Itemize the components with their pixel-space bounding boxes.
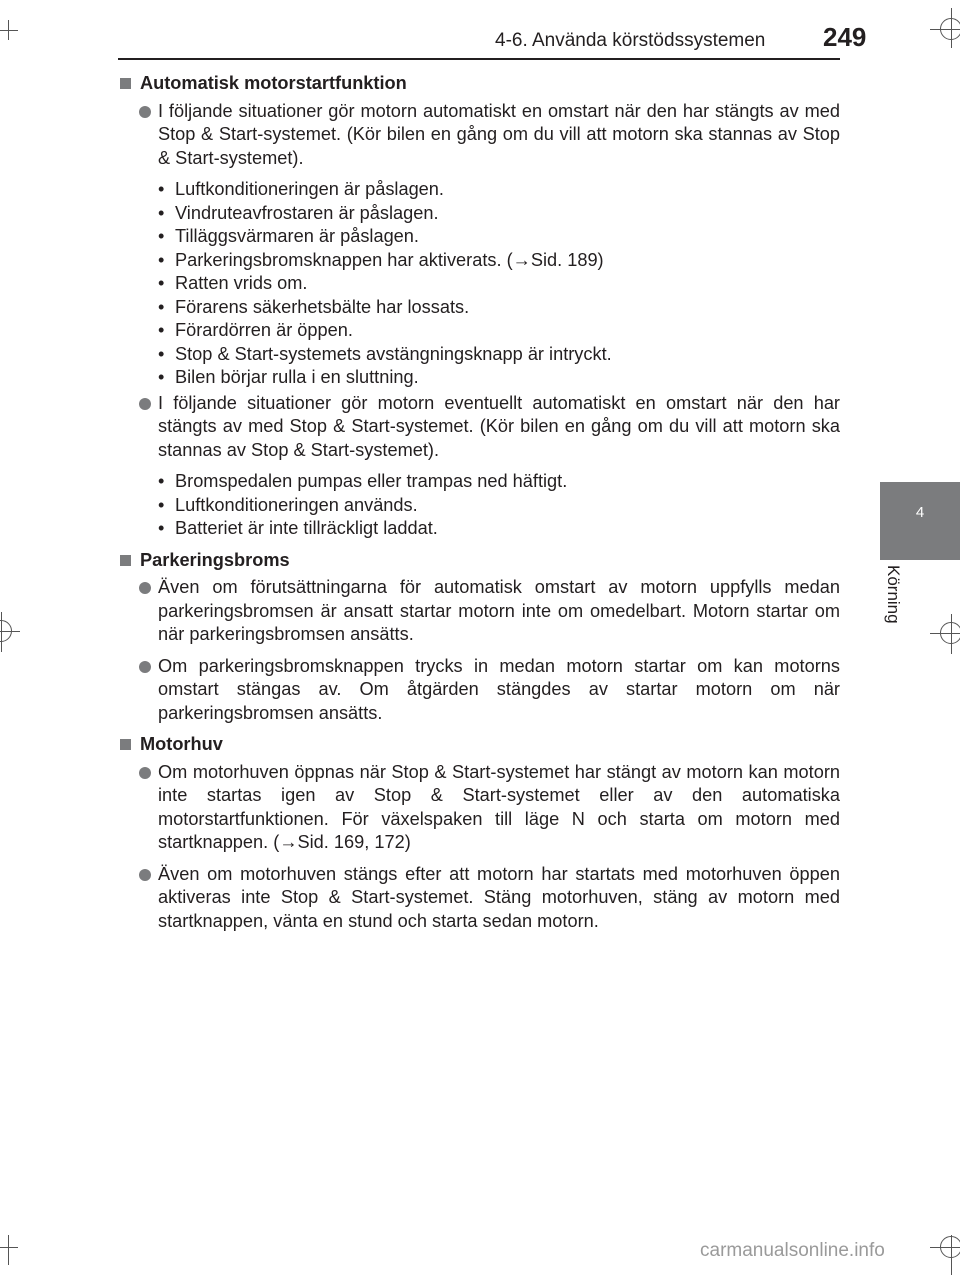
- list-item: • Bromspedalen pumpas eller trampas ned häftigt.: [158, 471, 568, 491]
- square-bullet-icon: [120, 555, 131, 566]
- list-item: • Vindruteavfrostaren är påslagen.: [158, 202, 439, 223]
- paragraph: Även om förutsättningarna för automatisk omstart av motorn uppfylls medan parkeringsbromsen är ansatt startar motorn inte om omedelbart. Motorn startar om när parkeringsbromsen ansätts.: [118, 576, 840, 647]
- list-item: • Ratten vrids om.: [158, 273, 308, 293]
- circle-bullet-icon: [139, 767, 151, 779]
- list-item: • Bilen börjar rulla i en sluttning.: [158, 367, 419, 387]
- circle-bullet-icon: [139, 398, 151, 410]
- main-content: [118, 72, 840, 941]
- section-heading: Motorhuv: [118, 733, 840, 757]
- circle-bullet-icon: [139, 869, 151, 881]
- paragraph: Om motorhuven öppnas när Stop & Start-systemet har stängt av motorn kan motorn inte startas igen av Stop & Start-systemet eller av den automatiska motorstartfunktionen. För växelspaken till läge N och starta om motorn med startknappen. (→Sid. 169, 172): [118, 761, 840, 855]
- list-item: • Parkeringsbromsknappen har aktiverats. (→Sid. 189): [158, 249, 604, 270]
- paragraph: I följande situationer gör motorn eventuellt automatiskt en omstart när den har stängts av med Stop & Start-systemet. (Kör bilen en gång om du vill att motorn ska stannas av Stop & Start-systemet).: [118, 392, 840, 463]
- chapter-label: Körning: [884, 565, 903, 624]
- chapter-label-container: [881, 565, 911, 655]
- list-item: • Tilläggsvärmaren är påslagen.: [158, 226, 419, 246]
- section-heading: Automatisk motorstartfunktion: [118, 72, 840, 96]
- circle-bullet-icon: [139, 582, 151, 594]
- list-item: • Stop & Start-systemets avstängningsknapp är intryckt.: [158, 343, 612, 364]
- list-item: • Förarens säkerhetsbälte har lossats.: [158, 296, 470, 317]
- header-section-title: 4-6. Använda körstödssystemen: [495, 30, 766, 51]
- paragraph: I följande situationer gör motorn automatiskt en omstart när den har stängts av med Stop & Start-systemet. (Kör bilen en gång om du vill att motorn ska stannas av Stop & Start-systemet).: [118, 100, 840, 171]
- circle-bullet-icon: [139, 661, 151, 673]
- square-bullet-icon: [120, 78, 131, 89]
- watermark: carmanualsonline.info: [700, 1240, 885, 1261]
- circle-bullet-icon: [139, 106, 151, 118]
- list-item: • Luftkonditioneringen är påslagen.: [158, 179, 444, 199]
- page-number: 249: [823, 22, 867, 52]
- paragraph: Även om motorhuven stängs efter att motorn har startats med motorhuven öppen aktiveras inte Stop & Start-systemet. Stäng motorhuven, stäng av motorn med startknappen, vänta en stund och starta sedan motorn.: [118, 863, 840, 934]
- paragraph: Om parkeringsbromsknappen trycks in medan motorn startar om kan motorns omstart stängas av. Om åtgärden stängdes av startar motorn om när parkeringsbromsen ansätts.: [118, 655, 840, 726]
- list-item: • Luftkonditioneringen används.: [158, 494, 418, 515]
- bullet-list: [118, 470, 840, 541]
- chapter-number: 4: [915, 504, 925, 521]
- list-item: • Förardörren är öppen.: [158, 320, 353, 340]
- chapter-tab: [880, 482, 960, 560]
- list-item: • Batteriet är inte tillräckligt laddat.: [158, 518, 438, 538]
- section-heading: Parkeringsbroms: [118, 549, 840, 573]
- header-rule: [118, 58, 840, 60]
- bullet-list: [118, 178, 840, 390]
- square-bullet-icon: [120, 739, 131, 750]
